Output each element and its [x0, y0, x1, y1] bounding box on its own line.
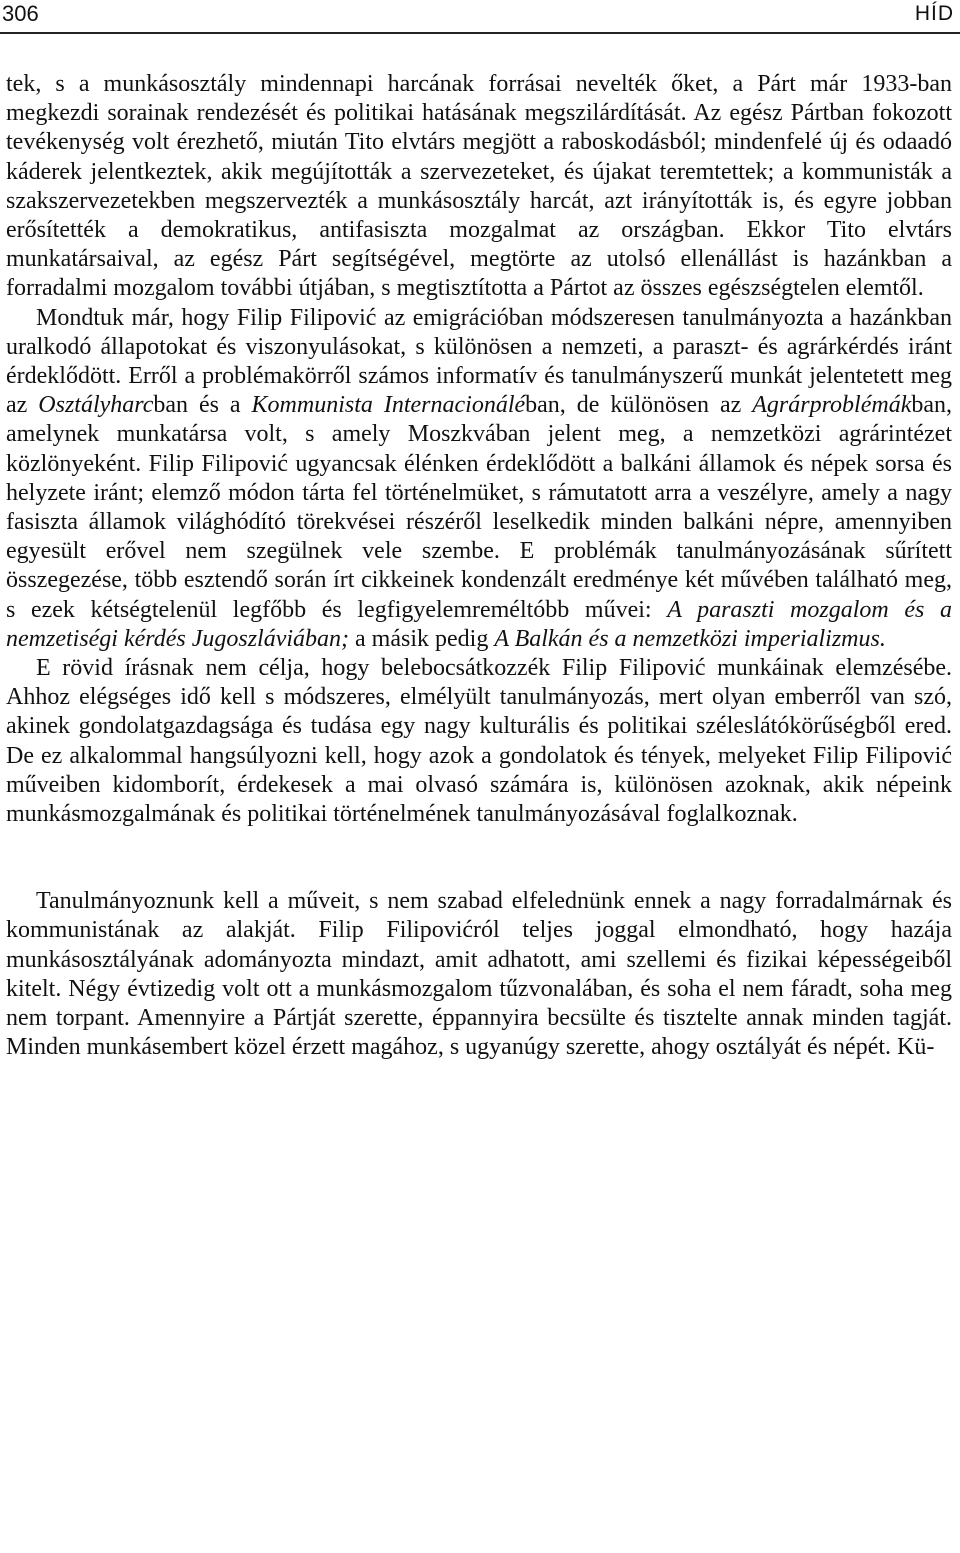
- text-run: ban, de különösen az: [525, 392, 753, 419]
- text-body: [6, 70, 952, 1063]
- page-number: 306: [2, 1, 39, 26]
- header-rule: [0, 32, 960, 34]
- italic-title: Agrárproblémák: [752, 392, 912, 419]
- italic-title: A Balkán és a nemzetközi imperializmus.: [494, 625, 886, 652]
- text-run: a másik pedig: [349, 625, 495, 652]
- text-run: ban, amelynek munkatársa volt, s amely Moszkvában jelent meg, a nemzetközi agrárintézet közlönyeként. Filip Filipović ugyancsak élénken érdeklődött a balkáni államok és népek sorsa és helyzete iránt; elemző módon tárta fel történelmüket, s rámutatott arra a veszélyre, amely a nagy fasiszta államok világhódító törekvései részéről leselkedik minden balkáni népre, amennyiben egyesült erővel nem szegülnek vele szembe. E problémák tanulmányozásának sűrített összegezése, több esztendő során írt cikkeinek kondenzált eredménye két művében található meg, s ezek kétségtelenül legfőbb és legfigyelemreméltóbb művei:: [6, 392, 953, 623]
- paragraph-2: [6, 304, 952, 654]
- italic-title: Kommunista Internacionálé: [251, 392, 526, 419]
- text-run: ban és a: [153, 392, 252, 419]
- text-run: E rövid írásnak nem célja, hogy belebocsátkozzék Filip Filipović munkáinak elemzésébe. Ahhoz elégséges idő kell s módszeres, elmélyült tanulmányozás, mert olyan emberről van szó, akinek gondolatgazdagsága és tudása egy nagy kulturális és politikai széleslátókörűségből ered. De ez alkalommal hangsúlyozni kell, hogy azok a gondolatok és tények, melyeket Filip Filipović műveiben kidomborít, érdekesek a mai olvasó számára is, különösen azoknak, akik népeink munkásmozgalmának és politikai történelmének tanulmányozásával foglalkoznak.: [6, 655, 952, 828]
- italic-title: Osztályharc: [38, 392, 154, 419]
- paragraph-3: [6, 654, 952, 829]
- italic-title: A paraszti mozgalom és a nemzetiségi kérdés Jugoszláviában;: [6, 596, 952, 652]
- running-head: HÍD: [914, 2, 954, 25]
- text-run: tek, s a munkásosztály mindennapi harcának forrásai nevelték őket, a Párt már 1933-ban megkezdi sorainak rendezését és politikai hatásának megszilárdítását. Az egész Pártban fokozott tevékenység volt érezhető, miután Tito elvtárs megjött a raboskodásból; mindenfelé új és odaadó káderek jelentkeztek, akik megújították a szervezeteket, és újakat teremtettek; a kommunisták a szakszervezetekben megszervezték a munkásosztály harcát, azt irányították is, és egyre jobban erősítették a demokratikus, antifasiszta mozgalmat az országban. Ekkor Tito elvtárs munkatársaival, az egész Párt segítségével, megtörte az utolsó ellenállást is hazánkban a forradalmi mozgalom további útjában, s megtisztította a Pártot az összes egészségtelen elemtől.: [6, 71, 952, 302]
- paragraph-4: [6, 887, 952, 1062]
- text-run: Tanulmányoznunk kell a műveit, s nem szabad elfelednünk ennek a nagy forradalmárnak és kommunistának az alakját. Filip Filipovićról teljes joggal elmondható, hogy hazája munkásosztályának adományozta mindazt, amit adhatott, ami szellemi és fizikai képességeiből kitelt. Négy évtizedig volt ott a munkásmozgalom tűzvonalában, és soha el nem fáradt, soha meg nem torpant. Amennyire a Pártját szerette, éppannyira becsülte és tisztelte annak minden tagját. Minden munkásembert közel érzett magához, s ugyanúgy szerette, ahogy osztályát és népét. Kü-: [6, 888, 952, 1061]
- page-header: [0, 0, 960, 30]
- paragraph-1: [6, 70, 952, 304]
- text-run: Mondtuk már, hogy Filip Filipović az emigrációban módszeresen tanulmányozta a hazánkban uralkodó állapotokat és viszonyulásokat, s különösen a nemzeti, a paraszt- és agrárkérdés iránt érdeklődött. Erről a problémakörről számos informatív és tanulmányszerű munkát jelentetett meg az: [6, 304, 952, 419]
